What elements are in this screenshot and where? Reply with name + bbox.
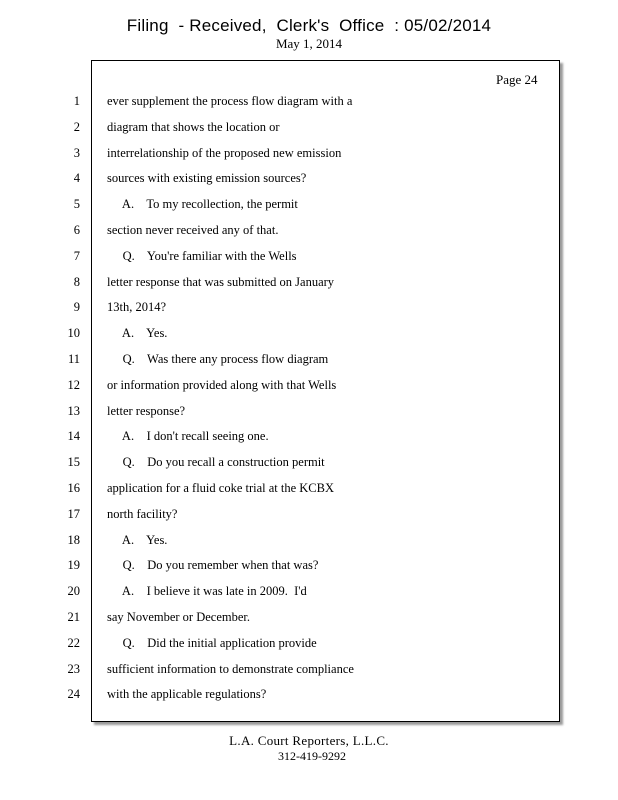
line-number: 9 <box>73 300 80 315</box>
transcript-line <box>0 141 618 167</box>
line-number: 22 <box>67 635 80 650</box>
line-number: 19 <box>67 558 80 573</box>
line-number: 10 <box>67 326 80 341</box>
line-text: Q. Did the initial application provide <box>107 635 317 650</box>
line-number: 4 <box>73 171 80 186</box>
line-text: interrelationship of the proposed new emission <box>107 145 342 160</box>
line-text: A. I believe it was late in 2009. I'd <box>107 584 307 599</box>
transcript-line <box>0 295 618 321</box>
line-text: Q. Do you remember when that was? <box>107 558 319 573</box>
line-text: 13th, 2014? <box>107 300 167 315</box>
transcript-line <box>0 166 618 192</box>
transcript-lines <box>0 89 618 708</box>
transcript-line <box>0 450 618 476</box>
line-number: 2 <box>73 119 80 134</box>
transcript-line <box>0 218 618 244</box>
line-number: 17 <box>67 506 80 521</box>
transcript-line <box>0 373 618 399</box>
line-number: 21 <box>67 609 80 624</box>
line-number: 14 <box>67 429 80 444</box>
line-text: diagram that shows the location or <box>107 119 280 134</box>
line-text: A. Yes. <box>107 532 168 547</box>
court-reporter-firm: L.A. Court Reporters, L.L.C. <box>229 733 389 748</box>
transcript-line <box>0 502 618 528</box>
transcript-line <box>0 682 618 708</box>
line-text: Q. Was there any process flow diagram <box>107 351 329 366</box>
line-text: A. To my recollection, the permit <box>107 197 298 212</box>
line-text: ever supplement the process flow diagram with a <box>107 94 353 108</box>
line-text: application for a fluid coke trial at the KCBX <box>107 480 335 495</box>
transcript-line <box>0 553 618 579</box>
line-text: section never received any of that. <box>107 222 279 237</box>
transcript-line <box>0 657 618 683</box>
line-number: 16 <box>67 480 80 495</box>
line-text: sufficient information to demonstrate compliance <box>107 661 354 676</box>
line-number: 24 <box>67 687 80 702</box>
line-number: 6 <box>73 222 80 237</box>
page-number: Page 24 <box>496 72 538 87</box>
line-text: letter response? <box>107 403 186 418</box>
line-number: 7 <box>73 248 80 263</box>
line-text: Q. Do you recall a construction permit <box>107 455 325 470</box>
deposition-date: May 1, 2014 <box>275 36 343 51</box>
transcript-line <box>0 347 618 373</box>
line-number: 1 <box>73 94 80 108</box>
transcript-line <box>0 424 618 450</box>
transcript-line <box>0 321 618 347</box>
transcript-line <box>0 579 618 605</box>
line-number: 20 <box>67 584 80 599</box>
line-number: 18 <box>67 532 80 547</box>
transcript-line <box>0 244 618 270</box>
transcript-line <box>0 476 618 502</box>
line-text: with the applicable regulations? <box>107 687 267 702</box>
line-text: A. I don't recall seeing one. <box>107 429 269 444</box>
line-number: 11 <box>67 351 80 366</box>
line-number: 12 <box>67 377 80 392</box>
transcript-line <box>0 192 618 218</box>
transcript-line <box>0 89 618 115</box>
court-reporter-phone: 312-419-9292 <box>278 749 346 763</box>
transcript-line <box>0 270 618 296</box>
filing-stamp: Filing - Received, Clerk's Office : 05/02/2014 <box>126 16 492 35</box>
line-text: letter response that was submitted on January <box>107 274 335 289</box>
line-number: 13 <box>67 403 80 418</box>
line-text: north facility? <box>107 506 178 521</box>
line-number: 15 <box>67 455 80 470</box>
transcript-line <box>0 528 618 554</box>
transcript-line <box>0 115 618 141</box>
line-number: 5 <box>73 197 80 212</box>
line-number: 3 <box>73 145 80 160</box>
transcript-line <box>0 631 618 657</box>
line-text: or information provided along with that Wells <box>107 377 337 392</box>
line-text: Q. You're familiar with the Wells <box>107 248 297 263</box>
transcript-line <box>0 399 618 425</box>
line-text: sources with existing emission sources? <box>107 171 307 186</box>
line-number: 8 <box>73 274 80 289</box>
line-number: 23 <box>67 661 80 676</box>
line-text: A. Yes. <box>107 326 168 341</box>
transcript-line <box>0 605 618 631</box>
line-text: say November or December. <box>107 609 250 624</box>
